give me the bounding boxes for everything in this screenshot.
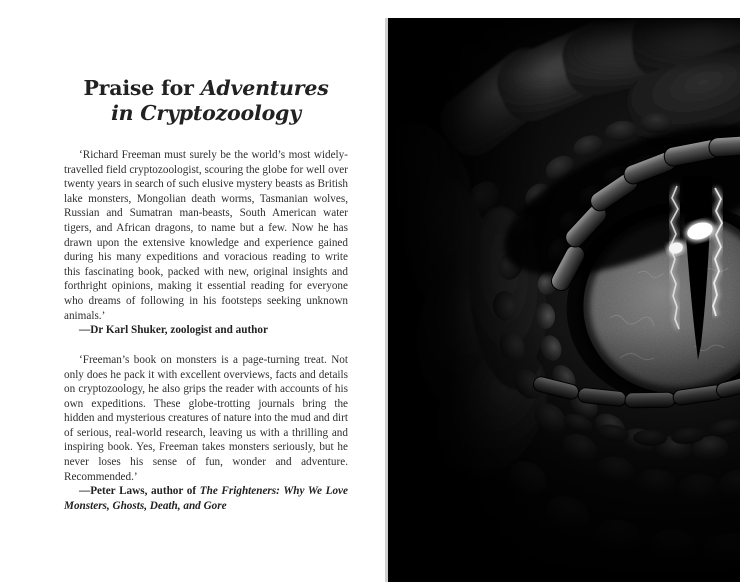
dragon-eye-illustration xyxy=(388,18,740,582)
review1-attribution: —Dr Karl Shuker, zoologist and author xyxy=(79,324,268,337)
heading-prefix: Praise for xyxy=(83,76,201,100)
illustration-plate xyxy=(385,18,740,582)
review2-text: ‘Freeman’s book on monsters is a page-turning treat. Not only does he pack it with excellent overviews, facts and details on cryptozoology, he also grips the reader with accounts of his own expeditions. These globe-trotting journals bring the hidden and mysterious creatures of nature into the mud and dirt of serious, real-world research, leaving us with a thrilling and inspiring book. Yes, Freeman takes monsters seriously, but he never loses his sense of fun, wonder and adventure. Recommended.’ xyxy=(64,353,348,483)
text-column xyxy=(64,76,348,514)
heading-book-title-line2: in Cryptozoology xyxy=(111,101,301,125)
review2-attribution-prefix: —Peter Laws, author of xyxy=(79,485,200,498)
praise-heading xyxy=(64,76,348,126)
review2-attribution-book-title: The Frighteners: Why We Love Monsters, Ghosts, Death, and Gore xyxy=(64,485,348,513)
review1-text: ‘Richard Freeman must surely be the world’s most widely-travelled field cryptozoologist, scouring the globe for well over twenty years in search of such elusive mystery beasts as British lake monsters, Mongolian death worms, Tasmanian wolves, Russian and Sumatran man-beasts, South American water tigers, and African dragons, to name but a few. Now he has drawn upon the extensive knowledge and experience gained during his many expeditions and voracious reading to write this fascinating book, packed with new, original insights and forthright opinions, making it essential reading for everyone who dreams of following in his footsteps seeking unknown animals.’ xyxy=(64,149,348,322)
heading-book-title: Adventures xyxy=(200,76,329,100)
review2-attribution xyxy=(64,484,348,514)
